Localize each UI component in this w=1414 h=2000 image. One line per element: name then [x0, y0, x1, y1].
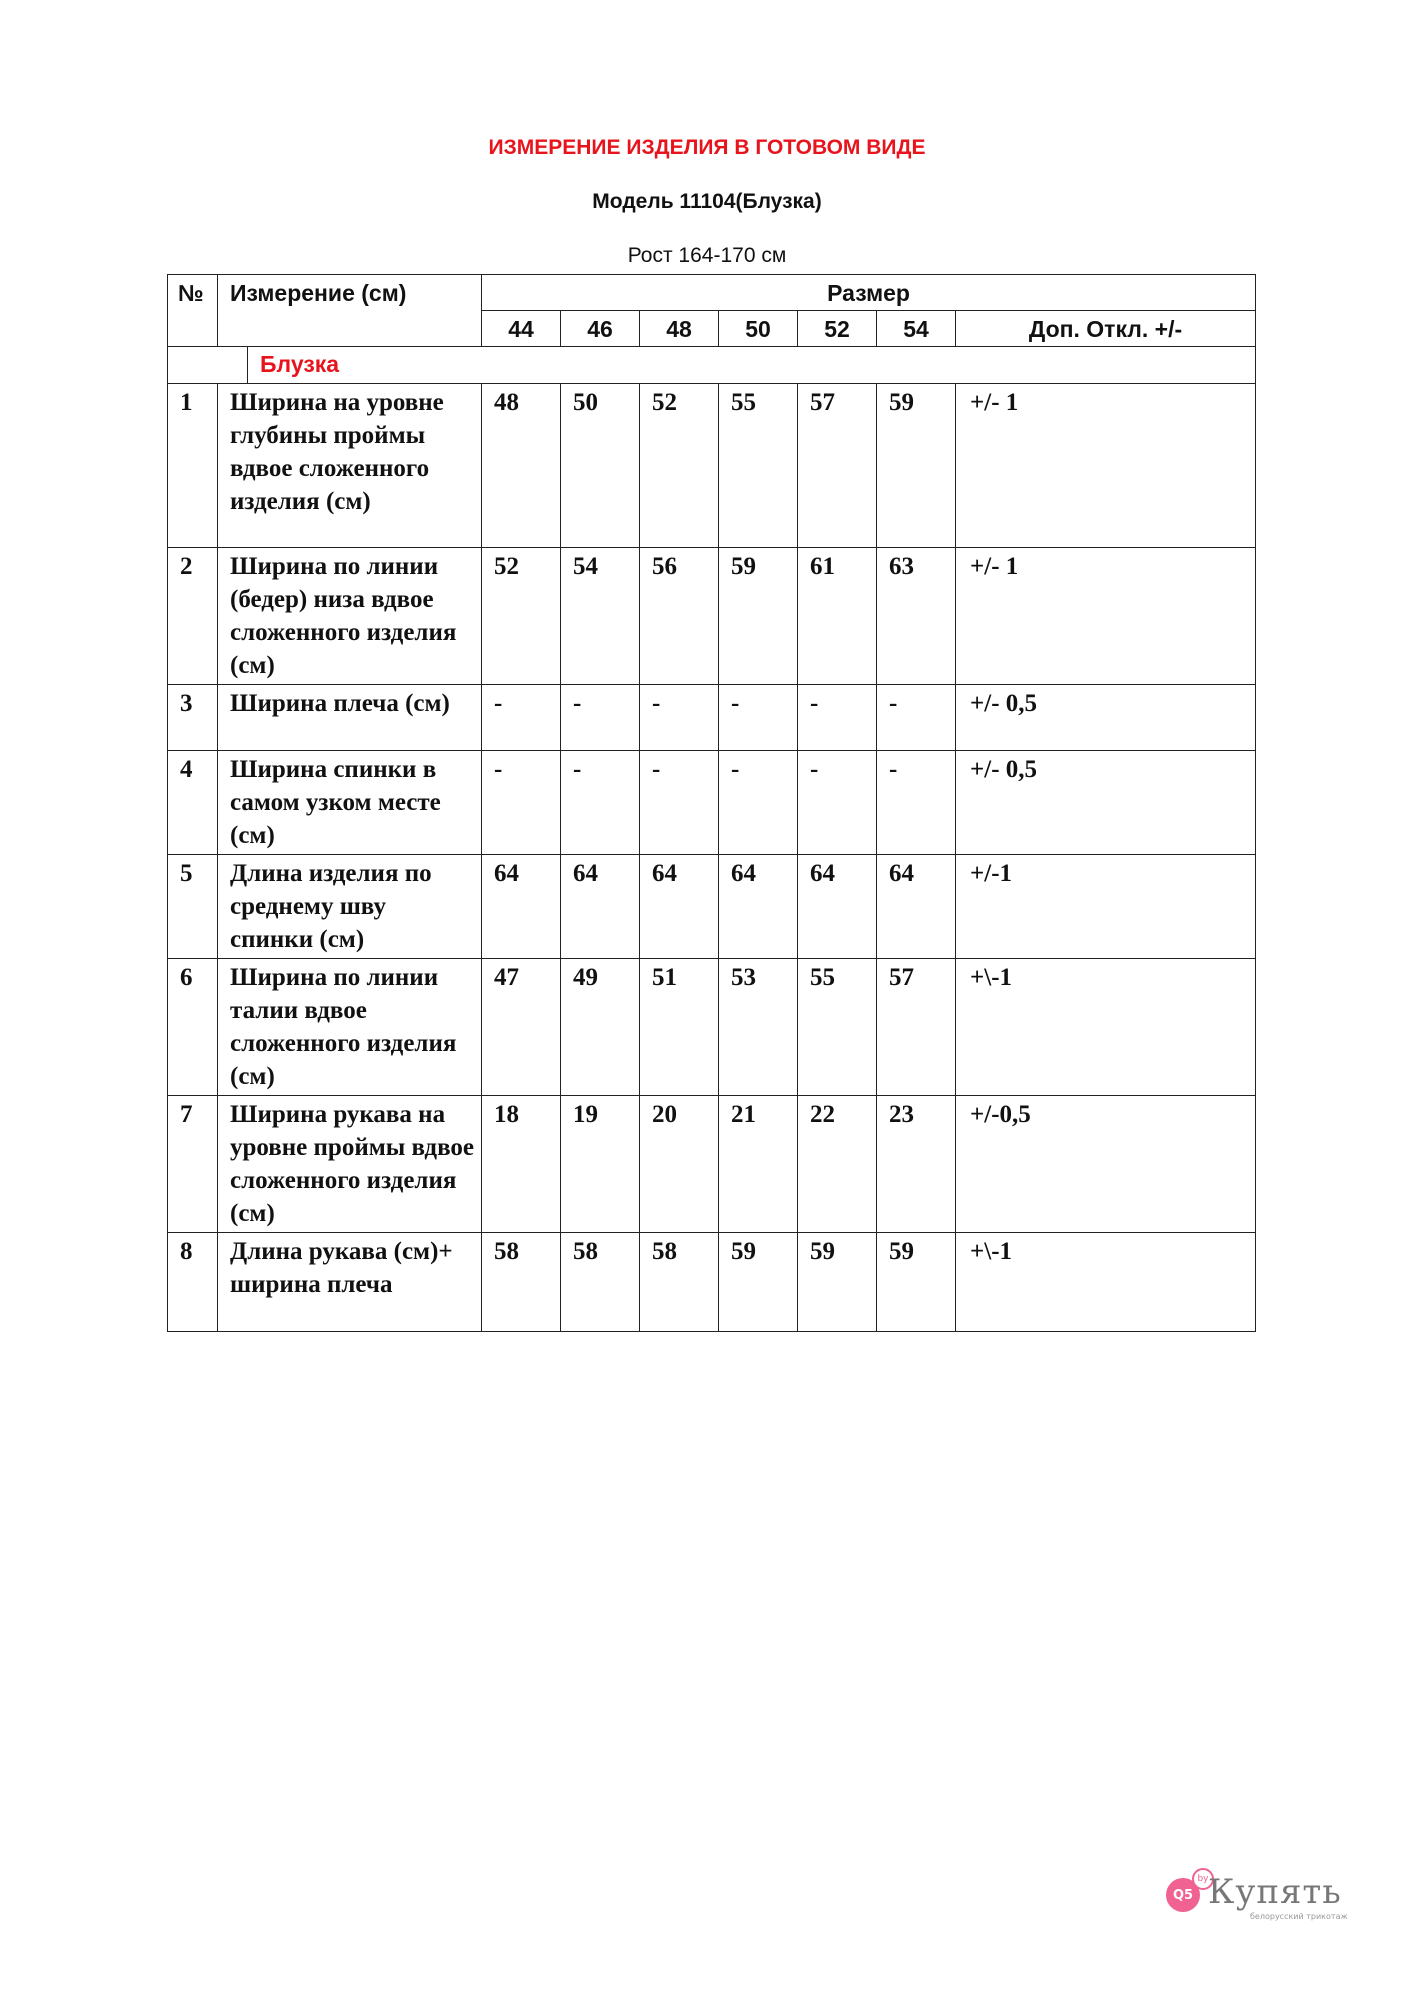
row-number: 6	[168, 959, 218, 1096]
size-value: -	[719, 751, 798, 855]
tolerance-value: +\-1	[956, 1233, 1256, 1332]
size-value: 64	[798, 855, 877, 959]
size-value: 63	[877, 548, 956, 685]
size-value: 59	[719, 548, 798, 685]
size-value: 58	[561, 1233, 640, 1332]
size-value: 22	[798, 1096, 877, 1233]
measurement-name: Ширина спинки в самом узком месте (см)	[218, 751, 482, 855]
tolerance-value: +\-1	[956, 959, 1256, 1096]
table-row	[168, 548, 1256, 685]
measurement-name: Ширина по линии талии вдвое сложенного изделия (см)	[218, 959, 482, 1096]
measurement-name: Длина рукава (см)+ ширина плеча	[218, 1233, 482, 1332]
size-44: 44	[482, 311, 561, 347]
size-value: 57	[877, 959, 956, 1096]
tolerance-value: +/- 1	[956, 548, 1256, 685]
table-row	[168, 1096, 1256, 1233]
size-value: 52	[640, 384, 719, 548]
size-value: 61	[798, 548, 877, 685]
size-value: -	[561, 751, 640, 855]
table-row	[168, 855, 1256, 959]
size-value: 19	[561, 1096, 640, 1233]
measurement-name: Ширина рукава на уровне проймы вдвое сложенного изделия (см)	[218, 1096, 482, 1233]
size-value: 51	[640, 959, 719, 1096]
row-number: 8	[168, 1233, 218, 1332]
size-value: 53	[719, 959, 798, 1096]
page-title: ИЗМЕРЕНИЕ ИЗДЕЛИЯ В ГОТОВОМ ВИДЕ	[488, 136, 926, 159]
row-number: 3	[168, 685, 218, 751]
tolerance-value: +/-0,5	[956, 1096, 1256, 1233]
size-value: 58	[640, 1233, 719, 1332]
section-label: Блузка	[260, 351, 340, 377]
measurement-name: Ширина по линии (бедер) низа вдвое сложенного изделия (см)	[218, 548, 482, 685]
size-value: 64	[482, 855, 561, 959]
size-value: -	[640, 685, 719, 751]
size-value: 49	[561, 959, 640, 1096]
measurement-table	[167, 274, 1256, 1332]
row-number: 5	[168, 855, 218, 959]
size-value: 55	[798, 959, 877, 1096]
row-number: 2	[168, 548, 218, 685]
size-value: 23	[877, 1096, 956, 1233]
header-size: Размер	[482, 275, 1256, 311]
table-row	[168, 384, 1256, 548]
size-value: 48	[482, 384, 561, 548]
table-row	[168, 1233, 1256, 1332]
logo-tagline: белорусский трикотаж	[1250, 1912, 1348, 1921]
growth-range: Рост 164-170 см	[627, 244, 787, 267]
size-value: 59	[877, 384, 956, 548]
size-value: -	[561, 685, 640, 751]
size-46: 46	[561, 311, 640, 347]
header-no: №	[168, 275, 218, 347]
size-value: -	[482, 685, 561, 751]
size-value: -	[719, 685, 798, 751]
brand-logo	[1158, 1862, 1358, 1922]
table-row	[168, 959, 1256, 1096]
size-value: 20	[640, 1096, 719, 1233]
header-measure: Измерение (см)	[218, 275, 482, 347]
size-value: -	[798, 685, 877, 751]
size-value: 18	[482, 1096, 561, 1233]
size-value: 59	[719, 1233, 798, 1332]
size-value: -	[877, 751, 956, 855]
size-52: 52	[798, 311, 877, 347]
table-row	[168, 685, 1256, 751]
size-value: 52	[482, 548, 561, 685]
measurement-name: Ширина плеча (см)	[218, 685, 482, 751]
size-value: 47	[482, 959, 561, 1096]
size-value: 64	[640, 855, 719, 959]
tolerance-value: +/- 0,5	[956, 685, 1256, 751]
tolerance-value: +/-1	[956, 855, 1256, 959]
table-row	[168, 751, 1256, 855]
row-number: 7	[168, 1096, 218, 1233]
size-value: 50	[561, 384, 640, 548]
size-value: 59	[798, 1233, 877, 1332]
size-value: -	[798, 751, 877, 855]
size-50: 50	[719, 311, 798, 347]
measurement-name: Длина изделия по среднему шву спинки (см)	[218, 855, 482, 959]
size-value: 55	[719, 384, 798, 548]
size-value: -	[640, 751, 719, 855]
row-number: 1	[168, 384, 218, 548]
size-value: 56	[640, 548, 719, 685]
tolerance-value: +/- 1	[956, 384, 1256, 548]
size-value: 21	[719, 1096, 798, 1233]
model-name: Модель 11104(Блузка)	[592, 190, 822, 213]
size-48: 48	[640, 311, 719, 347]
measurement-name: Ширина на уровне глубины проймы вдвое сложенного изделия (см)	[218, 384, 482, 548]
logo-name: Купять	[1208, 1872, 1342, 1912]
size-value: -	[482, 751, 561, 855]
section-row	[168, 347, 1256, 384]
size-value: 64	[561, 855, 640, 959]
size-value: 64	[719, 855, 798, 959]
header-tolerance: Доп. Откл. +/-	[956, 311, 1256, 347]
row-number: 4	[168, 751, 218, 855]
size-value: -	[877, 685, 956, 751]
size-54: 54	[877, 311, 956, 347]
tolerance-value: +/- 0,5	[956, 751, 1256, 855]
logo-by-icon: by	[1192, 1868, 1214, 1890]
size-value: 59	[877, 1233, 956, 1332]
size-value: 57	[798, 384, 877, 548]
size-value: 64	[877, 855, 956, 959]
size-value: 54	[561, 548, 640, 685]
logo-badge-icon: Q5	[1166, 1878, 1200, 1912]
size-value: 58	[482, 1233, 561, 1332]
